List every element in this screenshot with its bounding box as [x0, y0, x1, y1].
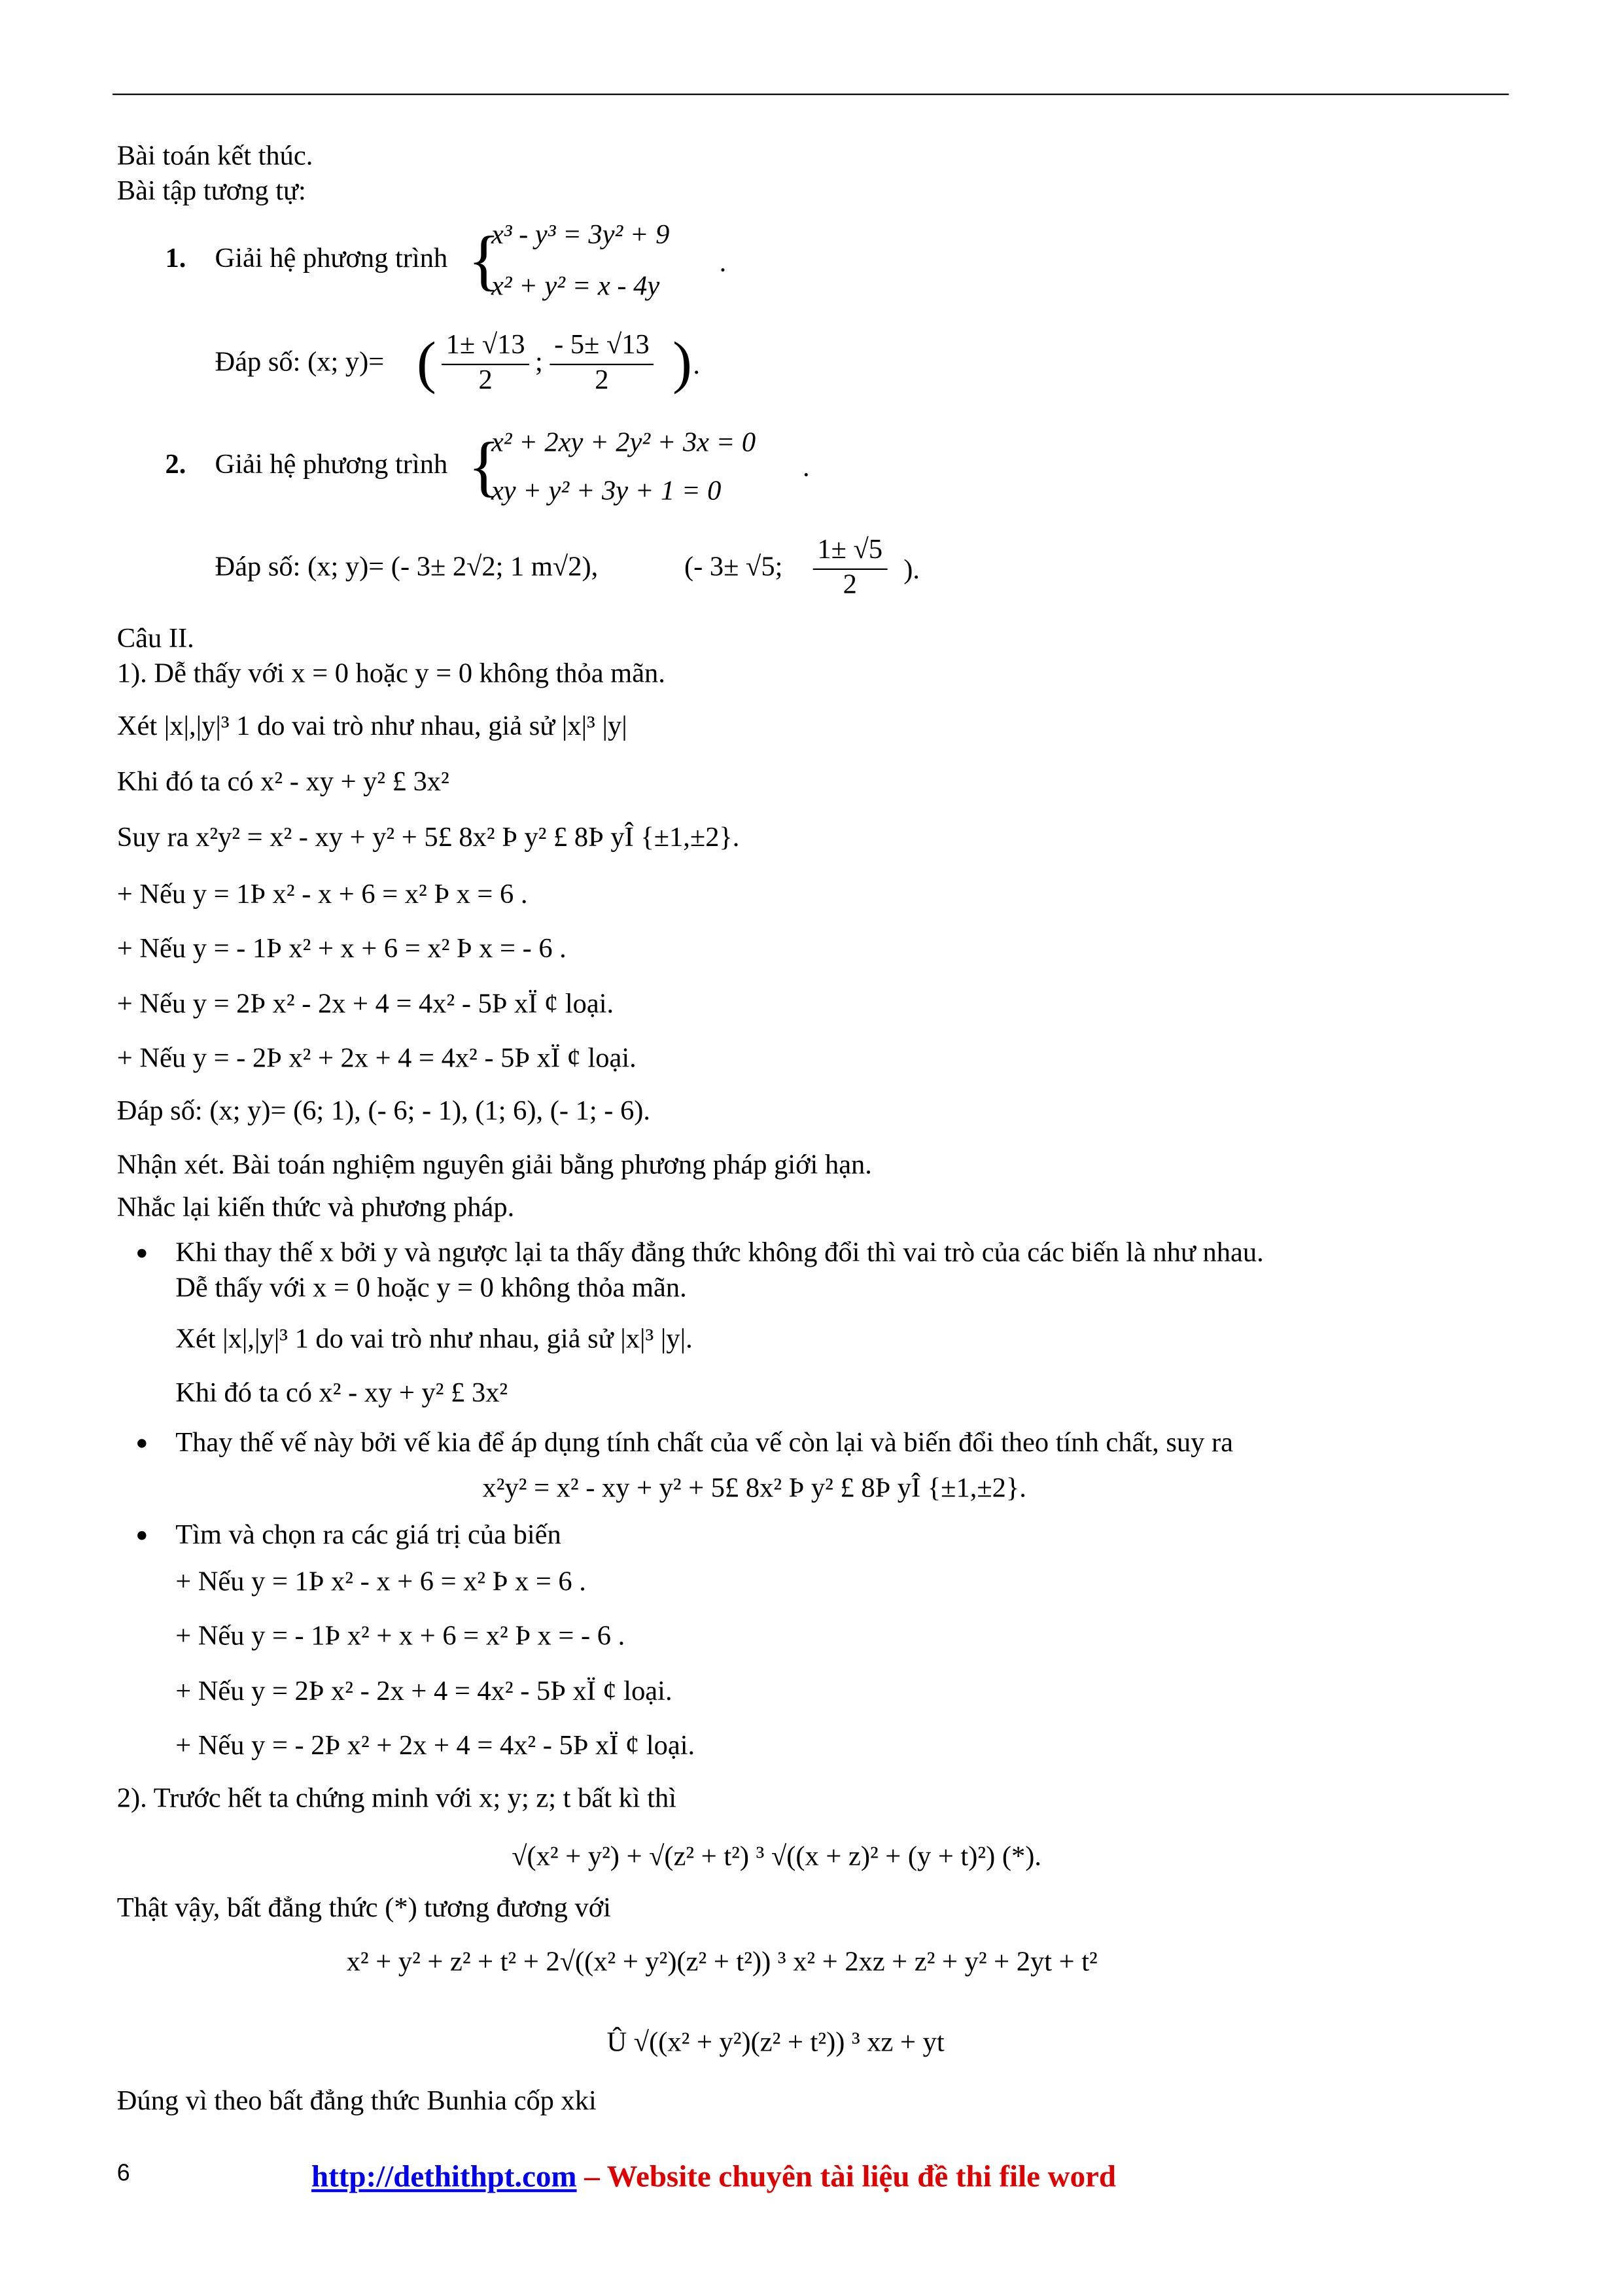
text-line: 1). Dễ thấy với x = 0 hoặc y = 0 không thỏa mãn.	[116, 658, 665, 690]
text-line: + Nếu y = 1Þ x² - x + 6 = x² Þ x = 6 .	[116, 879, 528, 911]
paren-icon: )	[672, 328, 692, 395]
text-line: Đáp số: (x; y)= (6; 1), (- 6; - 1), (1; 6), (- 1; - 6).	[116, 1096, 651, 1127]
fraction	[550, 330, 654, 398]
header-rule	[113, 94, 1509, 96]
text-line: Đúng vì theo bất đẳng thức Bunhia cốp xki	[116, 2086, 597, 2117]
text-line: Bài toán kết thúc.	[116, 141, 313, 172]
text-line: Khi đó ta có x² - xy + y² £ 3x²	[116, 767, 449, 798]
text-line: 2). Trước hết ta chứng minh với x; y; z; t bất kì thì	[116, 1783, 677, 1814]
text-line: Xét |x|,|y|³ 1 do vai trò như nhau, giả sử |x|³ |y|.	[175, 1324, 693, 1355]
text-line: Suy ra x²y² = x² - xy + y² + 5£ 8x² Þ y² £ 8Þ yÎ {±1,±2}.	[116, 822, 740, 854]
text-line: Dễ thấy với x = 0 hoặc y = 0 không thỏa mãn.	[175, 1273, 687, 1304]
punctuation: .	[803, 452, 810, 484]
fraction	[442, 330, 529, 398]
bullet-icon	[137, 1249, 146, 1258]
page-number: 6	[116, 2161, 130, 2187]
text-line: Khi đó ta có x² - xy + y² £ 3x²	[175, 1378, 508, 1409]
text-line: Tìm và chọn ra các giá trị của biến	[175, 1520, 561, 1551]
brace-icon: {	[468, 222, 500, 297]
text-line: + Nếu y = - 2Þ x² + 2x + 4 = 4x² - 5Þ xÏ ¢ loại.	[116, 1043, 637, 1074]
bullet-icon	[137, 1439, 146, 1447]
numerator: 1± √5	[813, 535, 887, 569]
brace-icon: {	[468, 428, 500, 503]
text-line: + Nếu y = - 2Þ x² + 2x + 4 = 4x² - 5Þ xÏ ¢ loại.	[175, 1731, 695, 1762]
text-line: + Nếu y = 2Þ x² - 2x + 4 = 4x² - 5Þ xÏ ¢ loại.	[116, 989, 614, 1020]
footer	[311, 2159, 1116, 2195]
text-line: Khi thay thế x bởi y và ngược lại ta thấy đẳng thức không đổi thì vai trò của các biến là như nhau.	[175, 1237, 1264, 1269]
numerator: - 5± √13	[550, 330, 654, 364]
equation: x³ - y³ = 3y² + 9	[491, 220, 670, 251]
formula-line: √(x² + y²) + √(z² + t²) ³ √((x + z)² + (y + t)²) (*).	[512, 1841, 1042, 1873]
equation: x² + 2xy + 2y² + 3x = 0	[491, 427, 756, 459]
denominator: 2	[843, 569, 857, 601]
fraction	[813, 535, 887, 603]
footer-tagline: – Website chuyên tài liệu đề thi file word	[576, 2158, 1117, 2194]
exercise-label: Giải hệ phương trình	[215, 243, 448, 275]
punctuation: .	[693, 350, 701, 381]
text-line: Thay thế vế này bởi vế kia để áp dụng tính chất của vế còn lại và biến đổi theo tính chất, suy ra	[175, 1428, 1233, 1459]
text-line: x²y² = x² - xy + y² + 5£ 8x² Þ y² £ 8Þ yÎ {±1,±2}.	[482, 1473, 1026, 1504]
text-line: Bài tập tương tự:	[116, 176, 306, 207]
bullet-icon	[137, 1531, 146, 1540]
text-line: + Nếu y = 1Þ x² - x + 6 = x² Þ x = 6 .	[175, 1566, 586, 1598]
text-line: + Nếu y = - 1Þ x² + x + 6 = x² Þ x = - 6 .	[175, 1621, 625, 1652]
text-line: + Nếu y = - 1Þ x² + x + 6 = x² Þ x = - 6 .	[116, 934, 567, 964]
equation: x² + y² = x - 4y	[491, 271, 660, 302]
paren-icon: (	[416, 328, 436, 395]
exercise-label: Giải hệ phương trình	[215, 450, 448, 481]
answer-label: Đáp số: (x; y)=	[215, 347, 385, 378]
text-line: Xét |x|,|y|³ 1 do vai trò như nhau, giả sử |x|³ |y|	[116, 711, 627, 743]
separator: ;	[535, 347, 543, 378]
punctuation: .	[719, 247, 727, 279]
exercise-number: 1.	[165, 243, 186, 275]
section-heading: Câu II.	[116, 624, 194, 655]
text-line: Nhận xét. Bài toán nghiệm nguyên giải bằng phương pháp giới hạn.	[116, 1150, 872, 1181]
answer-label: Đáp số: (x; y)= (- 3± 2√2; 1 m√2),	[215, 552, 599, 583]
text-line: + Nếu y = 2Þ x² - 2x + 4 = 4x² - 5Þ xÏ ¢ loại.	[175, 1676, 672, 1708]
formula-line: Û √((x² + y²)(z² + t²)) ³ xz + yt	[606, 2027, 945, 2058]
denominator: 2	[595, 364, 609, 396]
numerator: 1± √13	[442, 330, 529, 364]
equation: xy + y² + 3y + 1 = 0	[491, 476, 722, 507]
punctuation: ).	[903, 555, 920, 586]
answer-part: (- 3± √5;	[684, 552, 783, 583]
exercise-number: 2.	[165, 450, 186, 481]
text-line: Nhắc lại kiến thức và phương pháp.	[116, 1192, 515, 1224]
website-link[interactable]: http://dethithpt.com	[311, 2158, 577, 2194]
text-line: Thật vậy, bất đẳng thức (*) tương đương với	[116, 1893, 611, 1924]
formula-line: x² + y² + z² + t² + 2√((x² + y²)(z² + t²)) ³ x² + 2xz + z² + y² + 2yt + t²	[346, 1947, 1098, 1978]
denominator: 2	[478, 364, 493, 396]
